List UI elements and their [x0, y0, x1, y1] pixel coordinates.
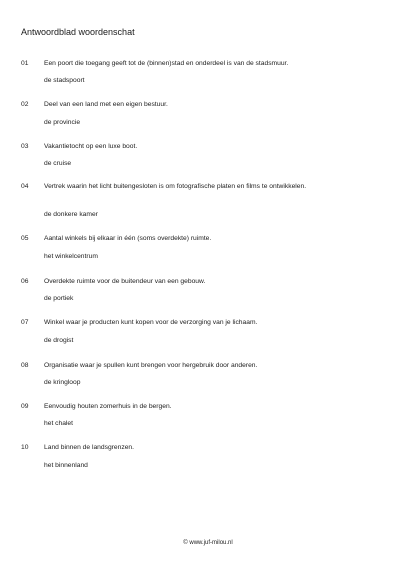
- item-number: 03: [21, 143, 29, 150]
- item-number: 08: [21, 362, 29, 369]
- item-answer: de provincie: [44, 119, 81, 126]
- item-number: 09: [21, 403, 29, 410]
- item-definition: Deel van een land met een eigen bestuur.: [44, 101, 168, 108]
- item-answer: de donkere kamer: [44, 211, 98, 218]
- item-number: 02: [21, 101, 29, 108]
- footer-copyright: © www.juf-milou.nl: [183, 540, 233, 546]
- item-number: 07: [21, 319, 29, 326]
- item-definition: Winkel waar je producten kunt kopen voor de verzorging van je lichaam.: [44, 319, 258, 326]
- item-definition: Vakantietocht op een luxe boot.: [44, 143, 138, 150]
- item-definition: Eenvoudig houten zomerhuis in de bergen.: [44, 403, 172, 410]
- item-definition: Aantal winkels bij elkaar in één (soms overdekte) ruimte.: [44, 235, 212, 242]
- item-number: 04: [21, 183, 29, 190]
- item-answer: het chalet: [44, 420, 73, 427]
- item-answer: de drogist: [44, 337, 74, 344]
- item-number: 10: [21, 444, 29, 451]
- item-answer: de kringloop: [44, 379, 81, 386]
- page-title: Antwoordblad woordenschat: [21, 27, 135, 37]
- item-answer: de portiek: [44, 295, 74, 302]
- item-answer: het binnenland: [44, 462, 88, 469]
- item-number: 05: [21, 235, 29, 242]
- item-answer: het winkelcentrum: [44, 253, 98, 260]
- item-answer: de cruise: [44, 160, 72, 167]
- item-definition: Organisatie waar je spullen kunt brengen voor hergebruik door anderen.: [44, 362, 258, 369]
- item-answer: de stadspoort: [44, 77, 85, 84]
- item-definition: Een poort die toegang geeft tot de (binnen)stad en onderdeel is van de stadsmuur.: [44, 60, 289, 67]
- item-number: 01: [21, 60, 29, 67]
- item-number: 06: [21, 278, 29, 285]
- item-definition: Land binnen de landsgrenzen.: [44, 444, 134, 451]
- item-definition: Overdekte ruimte voor de buitendeur van een gebouw.: [44, 278, 206, 285]
- item-definition: Vertrek waarin het licht buitengesloten is om fotografische platen en films te ontwikkelen.: [44, 183, 307, 190]
